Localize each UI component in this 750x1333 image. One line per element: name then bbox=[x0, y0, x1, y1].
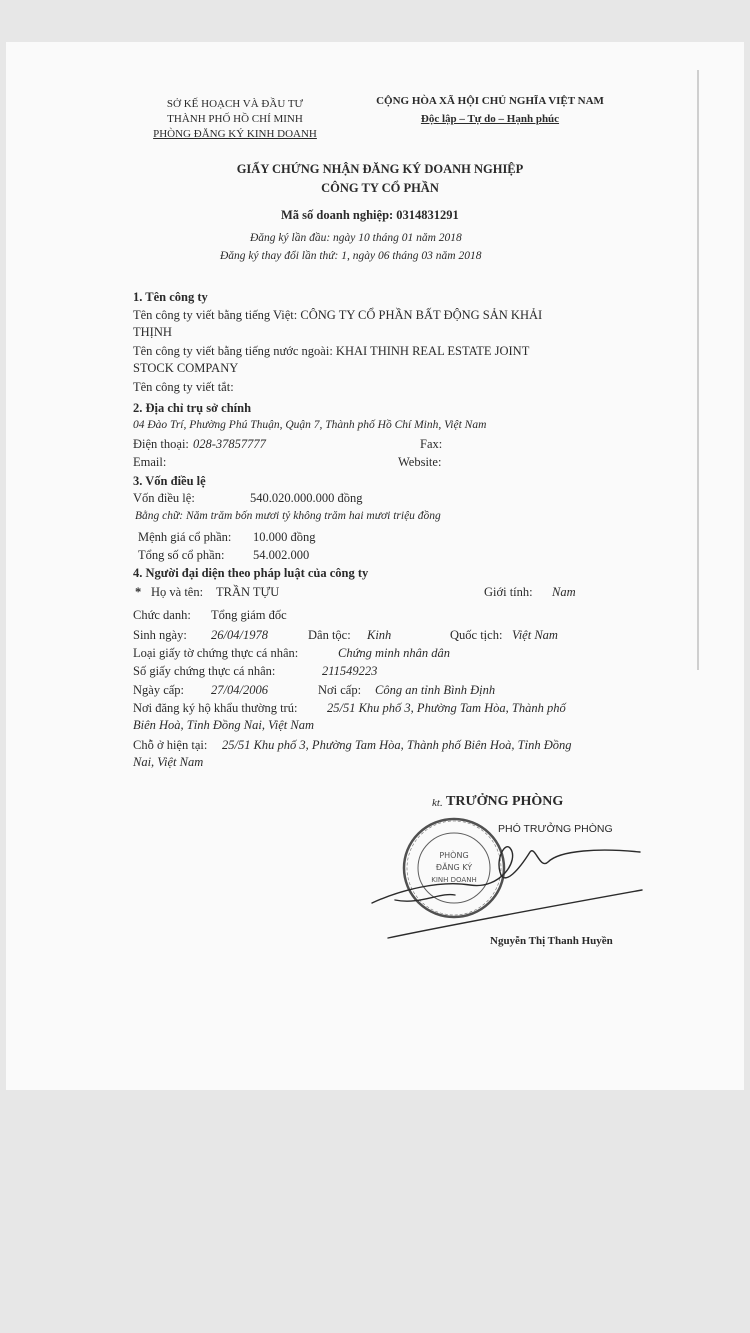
permanent-address-2: Biên Hoà, Tỉnh Đồng Nai, Việt Nam bbox=[133, 718, 315, 732]
rep-name: TRẦN TỰU bbox=[216, 585, 280, 599]
ethnicity-label: Dân tộc: bbox=[308, 628, 351, 642]
phone-value: 028-37857777 bbox=[193, 437, 266, 451]
nationality-value: Việt Nam bbox=[512, 628, 558, 642]
ethnicity-value: Kinh bbox=[367, 628, 392, 642]
company-name-vn-cont: THỊNH bbox=[133, 325, 172, 339]
dob-value: 26/04/1978 bbox=[211, 628, 268, 642]
position-label: Chức danh: bbox=[133, 608, 191, 622]
title-line-2: CÔNG TY CỔ PHẦN bbox=[321, 181, 439, 195]
capital-label: Vốn điều lệ: bbox=[133, 491, 195, 505]
phone-label: Điện thoại: bbox=[133, 437, 189, 451]
stamp-line-2: ĐĂNG KÝ bbox=[435, 863, 473, 872]
issue-date-value: 27/04/2006 bbox=[211, 683, 268, 697]
email-label: Email: bbox=[133, 455, 167, 469]
issue-place-label: Nơi cấp: bbox=[318, 683, 362, 697]
section-3-heading: 3. Vốn điều lệ bbox=[133, 474, 206, 488]
capital-in-words: Bằng chữ: Năm trăm bốn mươi tỷ không trăm hai mươi triệu đồng bbox=[135, 510, 441, 522]
gender-label: Giới tính: bbox=[484, 585, 533, 599]
issue-date-label: Ngày cấp: bbox=[133, 683, 185, 697]
signature-prefix: kt. bbox=[432, 797, 443, 809]
total-shares: 54.002.000 bbox=[253, 548, 310, 562]
handwritten-signature bbox=[372, 847, 642, 938]
agency-line-3: PHÒNG ĐĂNG KÝ KINH DOANH bbox=[153, 128, 317, 140]
change-registration: Đăng ký thay đổi lần thứ: 1, ngày 06 tháng 03 năm 2018 bbox=[220, 250, 482, 262]
gender-value: Nam bbox=[552, 585, 576, 599]
position-value: Tổng giám đốc bbox=[211, 608, 287, 622]
motto: Độc lập – Tự do – Hạnh phúc bbox=[420, 113, 560, 125]
par-value-label: Mệnh giá cổ phần: bbox=[138, 530, 232, 544]
company-name-foreign: Tên công ty viết bằng tiếng nước ngoài: KHAI THINH REAL ESTATE JOINT bbox=[133, 344, 530, 358]
current-address-2: Nai, Việt Nam bbox=[133, 755, 204, 769]
section-2-heading: 2. Địa chỉ trụ sở chính bbox=[133, 401, 252, 415]
company-name-foreign-cont: STOCK COMPANY bbox=[133, 361, 239, 375]
website-label: Website: bbox=[398, 455, 442, 469]
current-address-label: Chỗ ở hiện tại: bbox=[133, 738, 208, 752]
signature-head: TRƯỞNG PHÒNG bbox=[446, 794, 564, 809]
signer-name: Nguyễn Thị Thanh Huyền bbox=[490, 935, 613, 947]
permanent-address-1: 25/51 Khu phố 3, Phường Tam Hòa, Thành phố bbox=[327, 701, 566, 715]
issue-place-value: Công an tỉnh Bình Định bbox=[375, 683, 496, 697]
par-value: 10.000 đồng bbox=[253, 530, 316, 544]
rep-name-label: Họ và tên: bbox=[151, 585, 204, 599]
id-number-label: Số giấy chứng thực cá nhân: bbox=[133, 664, 276, 678]
agency-line-1: SỞ KẾ HOẠCH VÀ ĐẦU TƯ bbox=[166, 98, 304, 110]
current-address-1: 25/51 Khu phố 3, Phường Tam Hòa, Thành phố Biên Hoà, Tỉnh Đồng bbox=[222, 738, 572, 752]
total-shares-label: Tổng số cổ phần: bbox=[138, 548, 225, 562]
enterprise-code: Mã số doanh nghiệp: 0314831291 bbox=[281, 208, 459, 222]
signature-sub: PHÓ TRƯỞNG PHÒNG bbox=[498, 823, 613, 835]
title-line-1: GIẤY CHỨNG NHẬN ĐĂNG KÝ DOANH NGHIỆP bbox=[236, 162, 524, 176]
section-4-heading: 4. Người đại diện theo pháp luật của công ty bbox=[133, 566, 369, 580]
company-name-vn: Tên công ty viết bằng tiếng Việt: CÔNG TY CỔ PHẦN BẤT ĐỘNG SẢN KHẢI bbox=[133, 308, 543, 322]
section-1-heading: 1. Tên công ty bbox=[133, 290, 208, 304]
id-type-value: Chứng minh nhân dân bbox=[338, 646, 451, 660]
id-number-value: 211549223 bbox=[322, 664, 378, 678]
stamp-line-1: PHÒNG bbox=[439, 851, 469, 860]
stamp-line-3: KINH DOANH bbox=[431, 876, 477, 884]
first-registration: Đăng ký lần đầu: ngày 10 tháng 01 năm 2018 bbox=[250, 232, 462, 244]
agency-line-2: THÀNH PHỐ HỒ CHÍ MINH bbox=[167, 113, 303, 125]
head-office-address: 04 Đào Trí, Phường Phú Thuận, Quận 7, Thành phố Hồ Chí Minh, Việt Nam bbox=[133, 419, 487, 431]
fax-label: Fax: bbox=[420, 437, 443, 451]
republic-title: CỘNG HÒA XÃ HỘI CHỦ NGHĨA VIỆT NAM bbox=[376, 95, 604, 107]
permanent-address-label: Nơi đăng ký hộ khẩu thường trú: bbox=[133, 701, 298, 715]
id-type-label: Loại giấy tờ chứng thực cá nhân: bbox=[133, 646, 299, 660]
nationality-label: Quốc tịch: bbox=[450, 628, 503, 642]
bullet-star: * bbox=[135, 585, 142, 599]
capital-value: 540.020.000.000 đồng bbox=[250, 491, 363, 505]
company-short-name: Tên công ty viết tắt: bbox=[133, 380, 234, 394]
dob-label: Sinh ngày: bbox=[133, 628, 187, 642]
official-stamp bbox=[404, 819, 504, 917]
